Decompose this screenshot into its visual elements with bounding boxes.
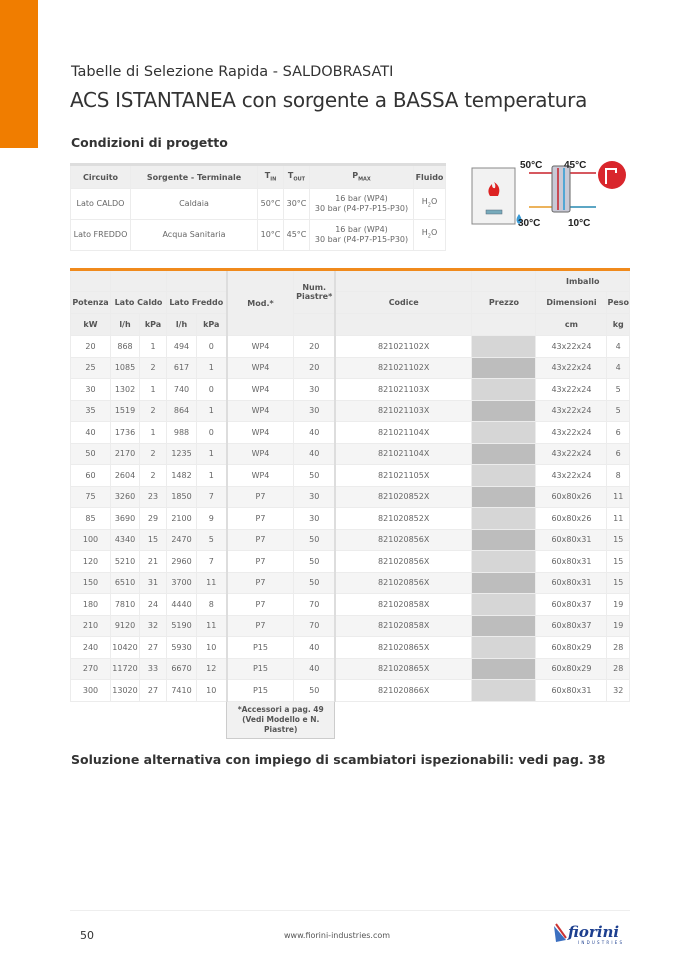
codice: 821020856X: [335, 529, 472, 551]
freddo-kpa: 9: [197, 508, 227, 530]
freddo-portata: 2100: [167, 508, 197, 530]
peso: 6: [607, 422, 630, 444]
circuito: Lato FREDDO: [71, 220, 131, 251]
peso: 4: [607, 357, 630, 379]
table-row: [71, 637, 630, 659]
freddo-portata: 617: [167, 357, 197, 379]
heat-exchanger-diagram: [466, 152, 636, 237]
caldo-portata: 13020: [111, 680, 140, 702]
caldo-portata: 2170: [111, 443, 140, 465]
freddo-kpa: 1: [197, 443, 227, 465]
t-out: 45°C: [284, 220, 310, 251]
caldo-portata: 7810: [111, 594, 140, 616]
caldo-portata: 9120: [111, 615, 140, 637]
potenza: 30: [71, 379, 111, 401]
potenza: 40: [71, 422, 111, 444]
potenza: 270: [71, 658, 111, 680]
modello: P7: [227, 486, 294, 508]
freddo-portata: 988: [167, 422, 197, 444]
freddo-kpa: 8: [197, 594, 227, 616]
prezzo: [472, 486, 536, 508]
prezzo: [472, 637, 536, 659]
codice: 821021102X: [335, 336, 472, 358]
codice: 821021104X: [335, 422, 472, 444]
peso: 19: [607, 594, 630, 616]
modello: WP4: [227, 357, 294, 379]
modello: WP4: [227, 336, 294, 358]
dimensioni: 60x80x26: [536, 486, 607, 508]
peso: 5: [607, 400, 630, 422]
codice: 821020865X: [335, 637, 472, 659]
freddo-portata: 2960: [167, 551, 197, 573]
table-row: [71, 594, 630, 616]
table-row: [71, 551, 630, 573]
prezzo: [472, 422, 536, 444]
sorgente: Acqua Sanitaria: [131, 220, 258, 251]
selection-table: [70, 268, 630, 739]
col-lato-freddo: Lato Freddo: [167, 292, 227, 314]
num-piastre: 40: [294, 658, 335, 680]
conditions-heading: Condizioni di progetto: [71, 135, 228, 150]
freddo-portata: 864: [167, 400, 197, 422]
unit-cm: cm: [536, 314, 607, 336]
potenza: 100: [71, 529, 111, 551]
potenza: 85: [71, 508, 111, 530]
num-piastre: 70: [294, 615, 335, 637]
dimensioni: 60x80x31: [536, 680, 607, 702]
prezzo: [472, 379, 536, 401]
freddo-kpa: 1: [197, 400, 227, 422]
caldo-kpa: 29: [140, 508, 167, 530]
peso: 6: [607, 443, 630, 465]
freddo-kpa: 0: [197, 379, 227, 401]
caldo-portata: 5210: [111, 551, 140, 573]
num-piastre: 50: [294, 529, 335, 551]
freddo-portata: 5930: [167, 637, 197, 659]
col-pmax: $P_{MAX}$: [310, 165, 414, 189]
col-imballo: Imballo: [536, 270, 630, 292]
prezzo: [472, 658, 536, 680]
potenza: 25: [71, 357, 111, 379]
unit-kpa: kPa: [197, 314, 227, 336]
table-row: [71, 336, 630, 358]
codice: 821020852X: [335, 508, 472, 530]
caldo-portata: 1519: [111, 400, 140, 422]
potenza: 60: [71, 465, 111, 487]
codice: 821021102X: [335, 357, 472, 379]
table-row: [71, 357, 630, 379]
col-lato-caldo: Lato Caldo: [111, 292, 167, 314]
codice: 821020858X: [335, 594, 472, 616]
dimensioni: 43x22x24: [536, 465, 607, 487]
codice: 821020858X: [335, 615, 472, 637]
peso: 4: [607, 336, 630, 358]
freddo-kpa: 1: [197, 357, 227, 379]
num-piastre: 50: [294, 572, 335, 594]
col-tout: $T_{OUT}$: [284, 165, 310, 189]
prezzo: [472, 572, 536, 594]
table-row: [71, 658, 630, 680]
num-piastre: 40: [294, 637, 335, 659]
page-title: ACS ISTANTANEA con sorgente a BASSA temperatura: [70, 88, 588, 112]
svg-text:45°C: 45°C: [564, 160, 587, 171]
caldo-portata: 868: [111, 336, 140, 358]
footnote: *Accessori a pag. 49 (Vedi Modello e N. Piastre): [227, 701, 335, 738]
caldo-portata: 3260: [111, 486, 140, 508]
circuito: Lato CALDO: [71, 189, 131, 220]
table-row: [71, 422, 630, 444]
potenza: 20: [71, 336, 111, 358]
peso: 15: [607, 551, 630, 573]
col-tin: $T_{IN}$: [258, 165, 284, 189]
exchanger-icon: [552, 166, 570, 212]
col-potenza: Potenza: [71, 292, 111, 314]
modello: P15: [227, 658, 294, 680]
modello: WP4: [227, 400, 294, 422]
potenza: 120: [71, 551, 111, 573]
caldo-portata: 1085: [111, 357, 140, 379]
t-out: 30°C: [284, 189, 310, 220]
dimensioni: 60x80x29: [536, 637, 607, 659]
conditions-row: [71, 220, 446, 251]
footer-divider: [70, 910, 630, 911]
dimensioni: 60x80x37: [536, 615, 607, 637]
caldo-kpa: 21: [140, 551, 167, 573]
codice: 821020852X: [335, 486, 472, 508]
num-piastre: 40: [294, 422, 335, 444]
table-row: [71, 443, 630, 465]
freddo-portata: 2470: [167, 529, 197, 551]
peso: 8: [607, 465, 630, 487]
table-row: [71, 465, 630, 487]
codice: 821020856X: [335, 572, 472, 594]
modello: P7: [227, 615, 294, 637]
caldo-portata: 3690: [111, 508, 140, 530]
modello: P15: [227, 680, 294, 702]
dimensioni: 43x22x24: [536, 336, 607, 358]
website-link[interactable]: www.fiorini-industries.com: [284, 931, 391, 940]
table-row: [71, 508, 630, 530]
modello: WP4: [227, 443, 294, 465]
col-peso: Peso: [607, 292, 630, 314]
unit-kg: kg: [607, 314, 630, 336]
potenza: 180: [71, 594, 111, 616]
modello: P7: [227, 594, 294, 616]
prezzo: [472, 400, 536, 422]
codice: 821020865X: [335, 658, 472, 680]
peso: 5: [607, 379, 630, 401]
p-max: 16 bar (WP4) 30 bar (P4-P7-P15-P30): [310, 220, 414, 251]
caldo-kpa: 32: [140, 615, 167, 637]
dimensioni: 43x22x24: [536, 400, 607, 422]
table-row: [71, 529, 630, 551]
caldo-portata: 2604: [111, 465, 140, 487]
caldo-kpa: 1: [140, 336, 167, 358]
potenza: 75: [71, 486, 111, 508]
fluido: $H_2O$: [414, 189, 446, 220]
unit-lh: l/h: [167, 314, 197, 336]
dimensioni: 43x22x24: [536, 422, 607, 444]
table-row: [71, 379, 630, 401]
prezzo: [472, 551, 536, 573]
freddo-kpa: 1: [197, 465, 227, 487]
caldo-kpa: 24: [140, 594, 167, 616]
svg-text:30°C: 30°C: [518, 218, 541, 229]
col-dimensioni: Dimensioni: [536, 292, 607, 314]
freddo-kpa: 10: [197, 680, 227, 702]
num-piastre: 20: [294, 357, 335, 379]
table-row: [71, 400, 630, 422]
prezzo: [472, 336, 536, 358]
prezzo: [472, 594, 536, 616]
freddo-portata: 1482: [167, 465, 197, 487]
table-row: [71, 680, 630, 702]
freddo-portata: 3700: [167, 572, 197, 594]
codice: 821021103X: [335, 400, 472, 422]
prezzo: [472, 508, 536, 530]
potenza: 35: [71, 400, 111, 422]
freddo-portata: 494: [167, 336, 197, 358]
potenza: 240: [71, 637, 111, 659]
peso: 15: [607, 572, 630, 594]
freddo-kpa: 7: [197, 551, 227, 573]
caldo-portata: 1736: [111, 422, 140, 444]
svg-text:fiorini: fiorini: [568, 923, 620, 941]
unit-lh: l/h: [111, 314, 140, 336]
freddo-portata: 7410: [167, 680, 197, 702]
modello: P7: [227, 572, 294, 594]
svg-text:10°C: 10°C: [568, 218, 591, 229]
freddo-portata: 5190: [167, 615, 197, 637]
t-in: 10°C: [258, 220, 284, 251]
freddo-kpa: 0: [197, 422, 227, 444]
unit-kpa: kPa: [140, 314, 167, 336]
caldo-kpa: 15: [140, 529, 167, 551]
dimensioni: 60x80x29: [536, 658, 607, 680]
prezzo: [472, 465, 536, 487]
peso: 15: [607, 529, 630, 551]
caldo-portata: 11720: [111, 658, 140, 680]
prezzo: [472, 529, 536, 551]
modello: P7: [227, 551, 294, 573]
potenza: 150: [71, 572, 111, 594]
caldo-kpa: 23: [140, 486, 167, 508]
accent-bar: [0, 0, 38, 148]
potenza: 50: [71, 443, 111, 465]
freddo-portata: 6670: [167, 658, 197, 680]
caldo-portata: 4340: [111, 529, 140, 551]
svg-text:INDUSTRIES: INDUSTRIES: [578, 940, 625, 945]
conditions-row: [71, 189, 446, 220]
modello: P7: [227, 529, 294, 551]
caldo-portata: 6510: [111, 572, 140, 594]
prezzo: [472, 357, 536, 379]
caldo-kpa: 1: [140, 422, 167, 444]
freddo-kpa: 11: [197, 615, 227, 637]
num-piastre: 50: [294, 680, 335, 702]
codice: 821021103X: [335, 379, 472, 401]
dimensioni: 60x80x31: [536, 572, 607, 594]
freddo-kpa: 11: [197, 572, 227, 594]
conditions-table: [70, 163, 446, 251]
num-piastre: 30: [294, 486, 335, 508]
dimensioni: 60x80x31: [536, 551, 607, 573]
modello: WP4: [227, 379, 294, 401]
caldo-portata: 10420: [111, 637, 140, 659]
table-row: [71, 486, 630, 508]
caldo-kpa: 1: [140, 379, 167, 401]
prezzo: [472, 443, 536, 465]
modello: P15: [227, 637, 294, 659]
freddo-portata: 1850: [167, 486, 197, 508]
col-num-piastre: Num. Piastre*: [294, 270, 335, 314]
fluido: $H_2O$: [414, 220, 446, 251]
freddo-portata: 4440: [167, 594, 197, 616]
freddo-kpa: 7: [197, 486, 227, 508]
t-in: 50°C: [258, 189, 284, 220]
table-row: [71, 572, 630, 594]
dimensioni: 60x80x37: [536, 594, 607, 616]
table-row: [71, 615, 630, 637]
prezzo: [472, 680, 536, 702]
peso: 11: [607, 508, 630, 530]
svg-text:50°C: 50°C: [520, 160, 543, 171]
col-circuito: Circuito: [71, 165, 131, 189]
num-piastre: 70: [294, 594, 335, 616]
num-piastre: 20: [294, 336, 335, 358]
page-number: 50: [80, 929, 94, 942]
col-sorgente: Sorgente - Terminale: [131, 165, 258, 189]
dimensioni: 43x22x24: [536, 379, 607, 401]
dimensioni: 60x80x26: [536, 508, 607, 530]
page-subtitle: Tabelle di Selezione Rapida - SALDOBRASATI: [71, 64, 394, 80]
modello: P7: [227, 508, 294, 530]
num-piastre: 40: [294, 443, 335, 465]
caldo-kpa: 2: [140, 465, 167, 487]
freddo-kpa: 5: [197, 529, 227, 551]
freddo-portata: 1235: [167, 443, 197, 465]
col-codice: Codice: [335, 292, 472, 314]
peso: 19: [607, 615, 630, 637]
caldo-kpa: 33: [140, 658, 167, 680]
codice: 821020856X: [335, 551, 472, 573]
caldo-kpa: 31: [140, 572, 167, 594]
dimensioni: 43x22x24: [536, 443, 607, 465]
peso: 32: [607, 680, 630, 702]
freddo-portata: 740: [167, 379, 197, 401]
col-prezzo: Prezzo: [472, 292, 536, 314]
caldo-kpa: 2: [140, 357, 167, 379]
fiorini-logo: [552, 922, 632, 950]
modello: WP4: [227, 422, 294, 444]
freddo-kpa: 12: [197, 658, 227, 680]
num-piastre: 30: [294, 508, 335, 530]
caldo-kpa: 2: [140, 400, 167, 422]
caldo-kpa: 2: [140, 443, 167, 465]
modello: WP4: [227, 465, 294, 487]
caldo-kpa: 27: [140, 680, 167, 702]
peso: 28: [607, 658, 630, 680]
num-piastre: 50: [294, 465, 335, 487]
caldo-kpa: 27: [140, 637, 167, 659]
codice: 821021104X: [335, 443, 472, 465]
p-max: 16 bar (WP4) 30 bar (P4-P7-P15-P30): [310, 189, 414, 220]
col-mod: Mod.*: [227, 270, 294, 336]
codice: 821020866X: [335, 680, 472, 702]
shower-icon: [598, 161, 626, 189]
num-piastre: 30: [294, 400, 335, 422]
sorgente: Caldaia: [131, 189, 258, 220]
num-piastre: 50: [294, 551, 335, 573]
peso: 11: [607, 486, 630, 508]
num-piastre: 30: [294, 379, 335, 401]
unit-kw: kW: [71, 314, 111, 336]
potenza: 300: [71, 680, 111, 702]
dimensioni: 43x22x24: [536, 357, 607, 379]
caldo-portata: 1302: [111, 379, 140, 401]
col-fluido: Fluido: [414, 165, 446, 189]
freddo-kpa: 10: [197, 637, 227, 659]
alternative-note: Soluzione alternativa con impiego di scambiatori ispezionabili: vedi pag. 38: [71, 752, 606, 767]
dimensioni: 60x80x31: [536, 529, 607, 551]
freddo-kpa: 0: [197, 336, 227, 358]
codice: 821021105X: [335, 465, 472, 487]
prezzo: [472, 615, 536, 637]
peso: 28: [607, 637, 630, 659]
potenza: 210: [71, 615, 111, 637]
